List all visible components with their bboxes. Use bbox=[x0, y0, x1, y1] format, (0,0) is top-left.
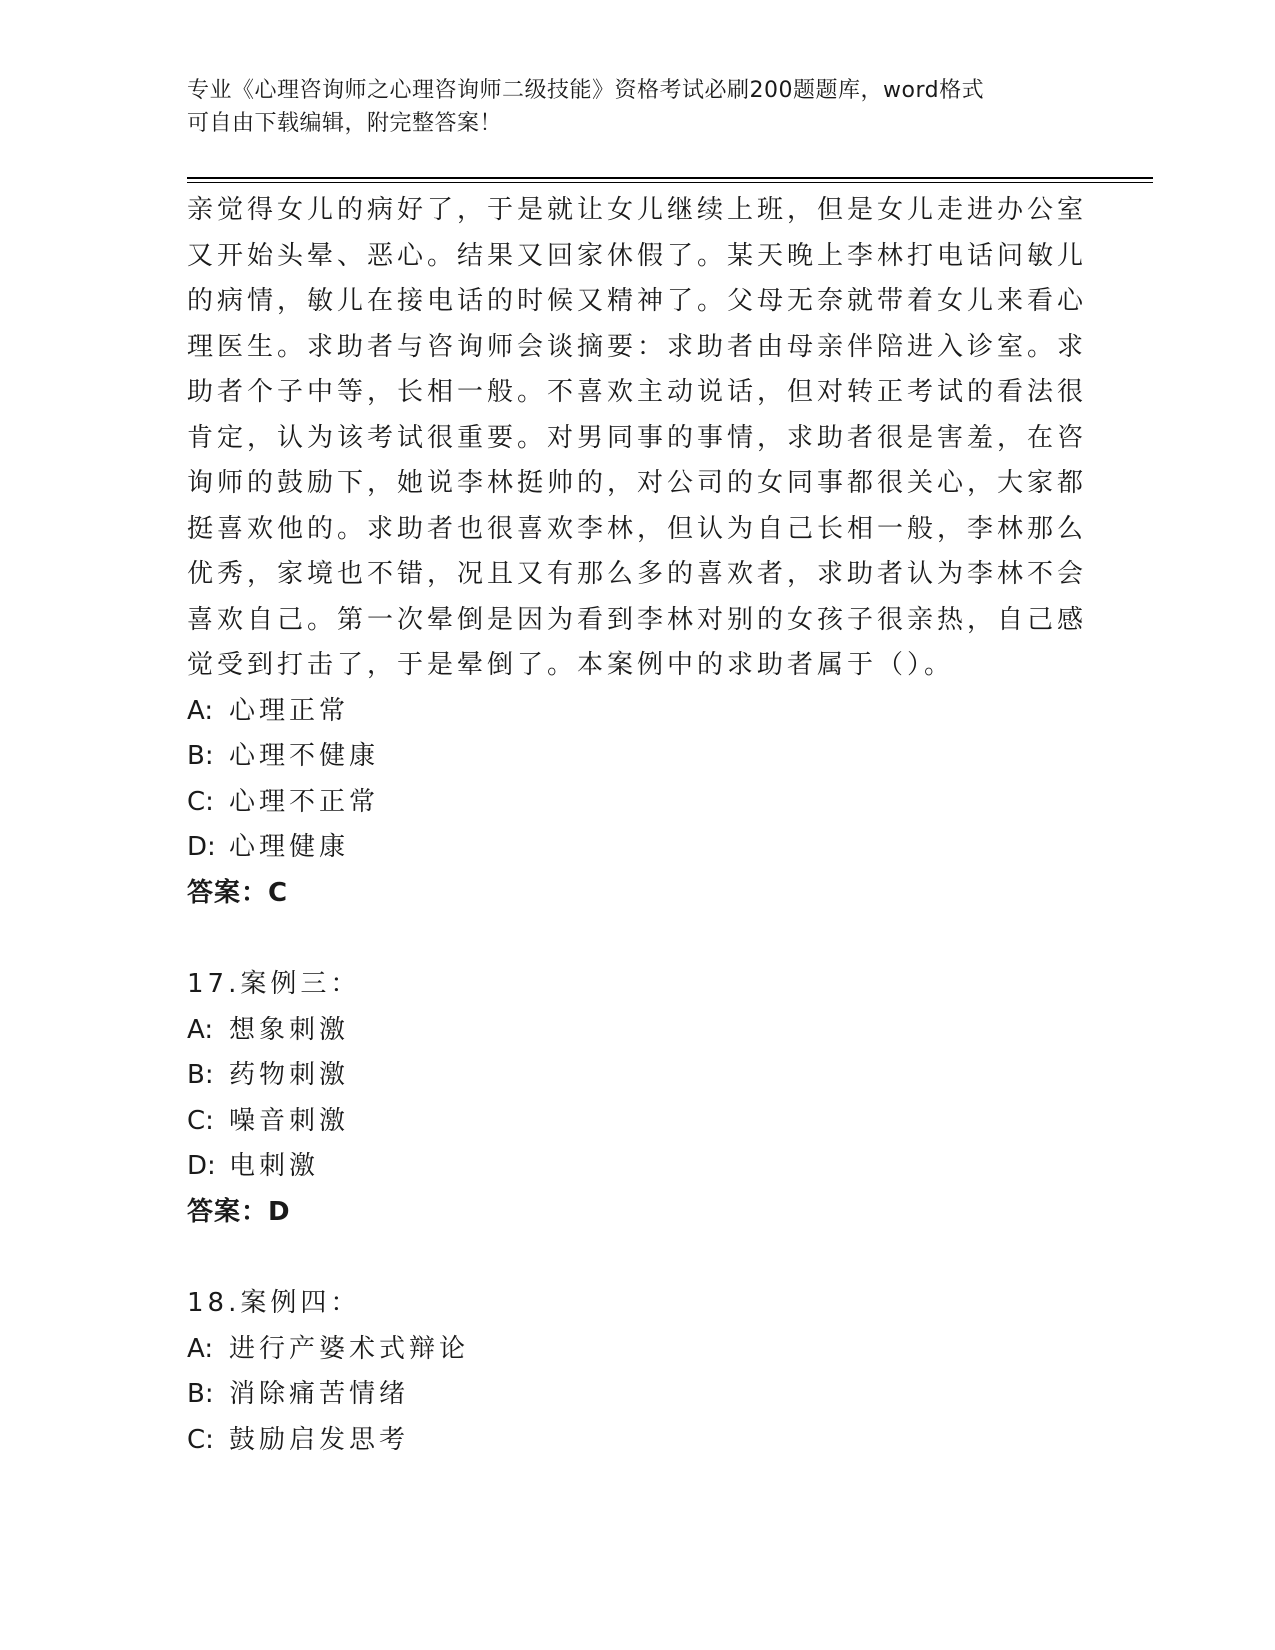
option-text: 心理健康 bbox=[229, 832, 350, 862]
option-key: B: bbox=[187, 741, 214, 771]
option-key: D: bbox=[187, 832, 216, 862]
option-a bbox=[187, 1327, 1087, 1373]
passage-line: 挺喜欢他的。求助者也很喜欢李林，但认为自己长相一般，李林那么 bbox=[187, 513, 1088, 544]
question-16-answer: 答案：C bbox=[187, 877, 289, 908]
option-b bbox=[187, 734, 1087, 780]
option-key: C: bbox=[187, 786, 214, 817]
option-key: A: bbox=[187, 1014, 214, 1045]
option-text: 电刺激 bbox=[229, 1151, 320, 1181]
question-18-title: 18.案例四： bbox=[187, 1288, 361, 1318]
passage-line: 优秀，家境也不错，况且又有那么多的喜欢者，求助者认为李林不会 bbox=[187, 559, 1088, 589]
option-key: B: bbox=[187, 1379, 214, 1409]
question-16-passage bbox=[187, 188, 1087, 689]
question-18-options bbox=[187, 1327, 1087, 1464]
passage-line: 询师的鼓励下，她说李林挺帅的，对公司的女同事都很关心，大家都 bbox=[187, 468, 1088, 498]
option-c bbox=[187, 1099, 1087, 1145]
option-text: 进行产婆术式辩论 bbox=[229, 1333, 470, 1364]
question-17-options bbox=[187, 1008, 1087, 1190]
passage-line: 的病情，敏儿在接电话的时候又精神了。父母无奈就带着女儿来看心 bbox=[187, 286, 1088, 316]
passage-line: 亲觉得女儿的病好了，于是就让女儿继续上班，但是女儿走进办公室 bbox=[187, 195, 1088, 225]
option-text: 噪音刺激 bbox=[229, 1105, 350, 1136]
passage-line: 肯定，认为该考试很重要。对男同事的事情，求助者很是害羞，在咨 bbox=[187, 422, 1088, 453]
question-17-title: 17.案例三： bbox=[187, 969, 361, 999]
question-17-answer: 答案：D bbox=[187, 1196, 291, 1227]
passage-line: 喜欢自己。第一次晕倒是因为看到李林对别的女孩子很亲热，自己感 bbox=[187, 604, 1088, 635]
option-key: A: bbox=[187, 695, 214, 726]
option-a bbox=[187, 1008, 1087, 1054]
option-a bbox=[187, 689, 1087, 735]
passage-line: 觉受到打击了，于是晕倒了。本案例中的求助者属于（）。 bbox=[187, 650, 955, 680]
document-body bbox=[187, 188, 1087, 1463]
option-text: 鼓励启发思考 bbox=[229, 1424, 410, 1455]
option-text: 消除痛苦情绪 bbox=[229, 1379, 410, 1409]
option-c bbox=[187, 1418, 1087, 1464]
option-c bbox=[187, 780, 1087, 826]
header-rule-thin bbox=[187, 182, 1153, 183]
passage-line: 理医生。求助者与咨询师会谈摘要：求助者由母亲伴陪进入诊室。求 bbox=[187, 331, 1088, 362]
option-b bbox=[187, 1372, 1087, 1418]
option-text: 心理正常 bbox=[229, 695, 350, 726]
spacer bbox=[187, 1235, 1087, 1281]
option-d bbox=[187, 1144, 1087, 1190]
question-16-options bbox=[187, 689, 1087, 871]
header-line-1: 专业《心理咨询师之心理咨询师二级技能》资格考试必刷200题题库，word格式 bbox=[187, 78, 985, 103]
header-line-2: 可自由下载编辑，附完整答案！ bbox=[187, 111, 503, 136]
option-d bbox=[187, 825, 1087, 871]
option-key: C: bbox=[187, 1424, 214, 1455]
option-key: D: bbox=[187, 1151, 216, 1181]
passage-line: 又开始头晕、恶心。结果又回家休假了。某天晚上李林打电话问敏儿 bbox=[187, 240, 1088, 271]
option-text: 想象刺激 bbox=[229, 1014, 350, 1045]
option-key: A: bbox=[187, 1333, 214, 1364]
option-key: C: bbox=[187, 1105, 214, 1136]
option-text: 心理不正常 bbox=[229, 786, 380, 817]
option-text: 心理不健康 bbox=[229, 741, 380, 771]
passage-line: 助者个子中等，长相一般。不喜欢主动说话，但对转正考试的看法很 bbox=[187, 377, 1088, 407]
option-text: 药物刺激 bbox=[229, 1060, 350, 1090]
option-key: B: bbox=[187, 1060, 214, 1090]
header-rule-thick bbox=[187, 177, 1153, 179]
spacer bbox=[187, 916, 1087, 962]
option-b bbox=[187, 1053, 1087, 1099]
document-header bbox=[187, 74, 1067, 140]
